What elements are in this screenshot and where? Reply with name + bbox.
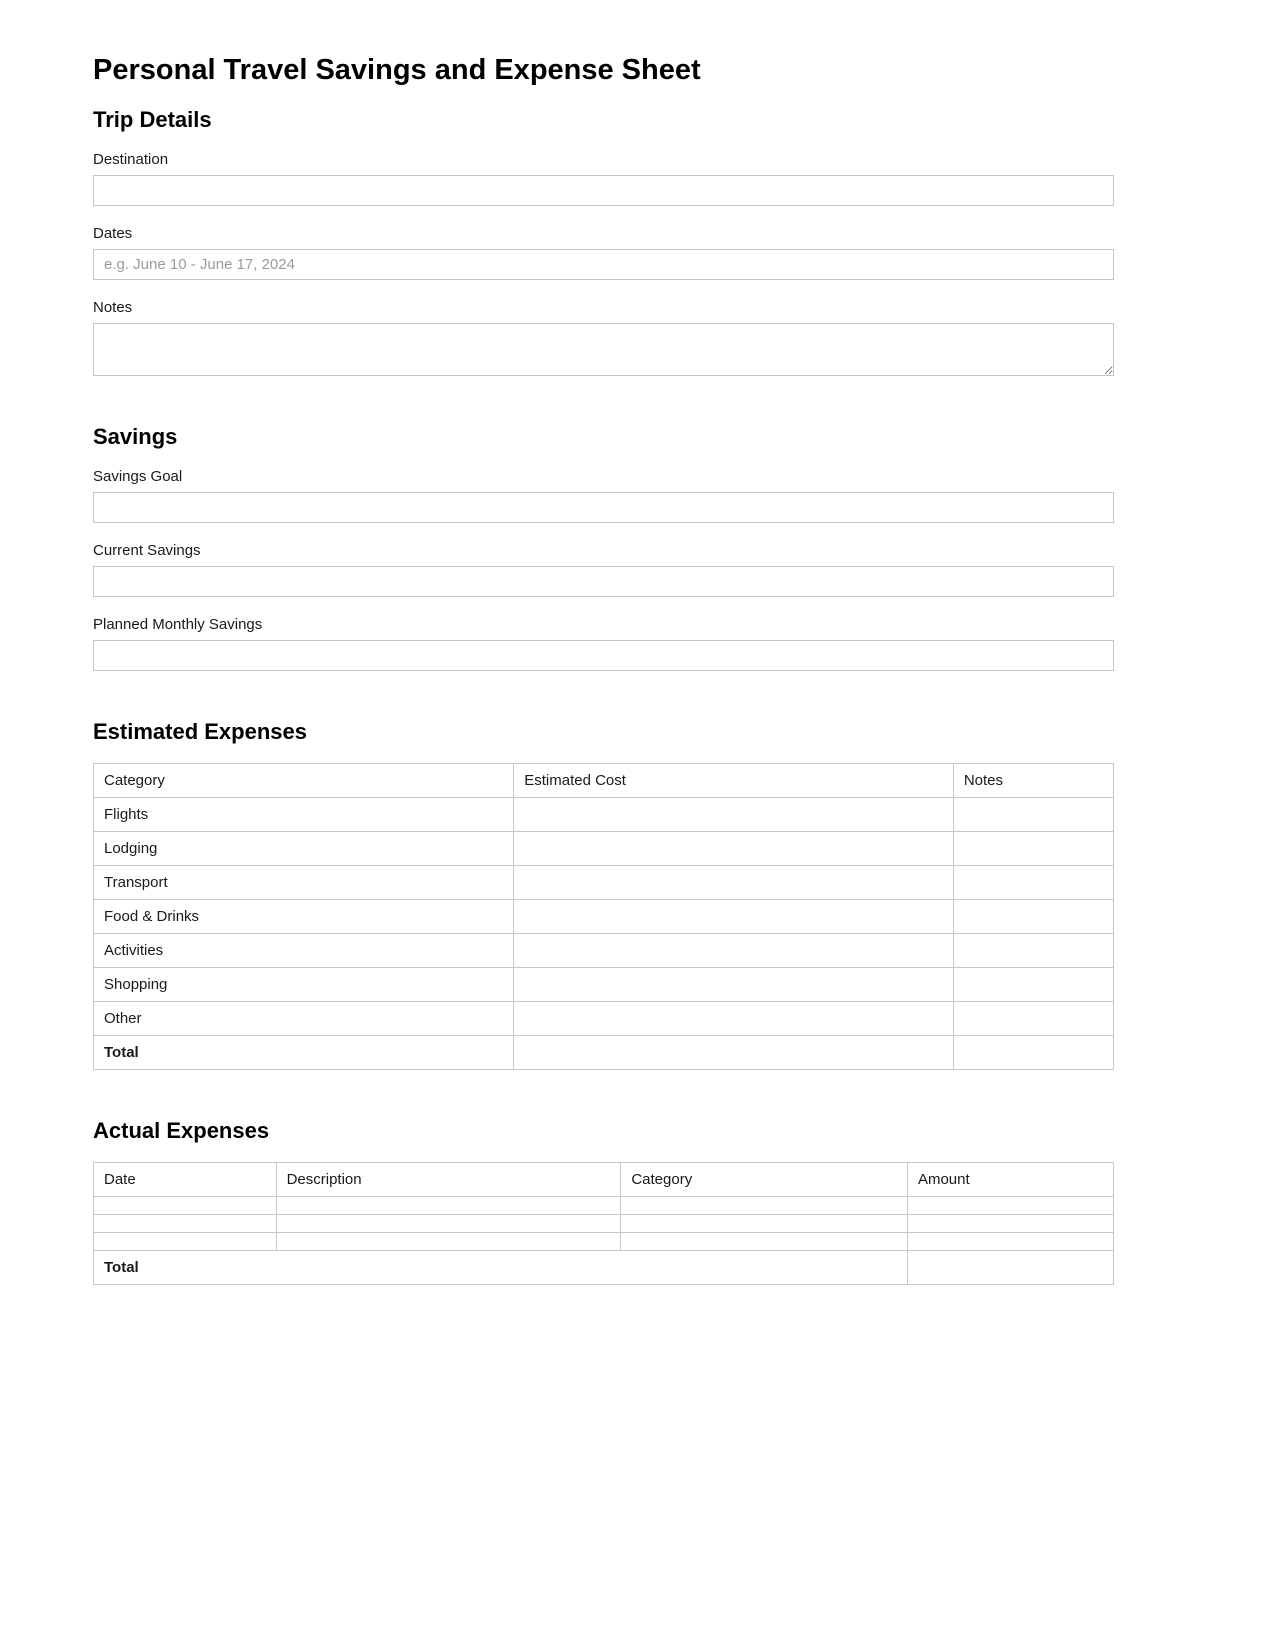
savings-goal-input[interactable]: [93, 492, 1114, 523]
actual-description-cell: [276, 1233, 621, 1251]
estimated-notes-cell: [953, 798, 1113, 832]
estimated-col-header-cost: Estimated Cost: [514, 764, 954, 798]
field-savings-goal: [93, 468, 1114, 523]
section-heading-estimated-expenses: Estimated Expenses: [93, 719, 307, 744]
estimated-cost-cell: [514, 798, 954, 832]
estimated-notes-cell: [953, 866, 1113, 900]
table-row: [94, 934, 1114, 968]
actual-amount-cell: [907, 1215, 1113, 1233]
actual-category-cell: [621, 1197, 908, 1215]
table-row: [94, 798, 1114, 832]
table-row: [94, 832, 1114, 866]
estimated-category-cell: Activities: [94, 934, 514, 968]
estimated-cost-cell: [514, 1002, 954, 1036]
dates-input[interactable]: [93, 249, 1114, 280]
estimated-total-row: [94, 1036, 1114, 1070]
estimated-notes-cell: [953, 900, 1113, 934]
actual-category-cell: [621, 1233, 908, 1251]
actual-col-header-category: Category: [621, 1163, 908, 1197]
actual-description-cell: [276, 1215, 621, 1233]
estimated-cost-cell: [514, 934, 954, 968]
estimated-category-cell: Food & Drinks: [94, 900, 514, 934]
actual-expenses-header-row: [94, 1163, 1114, 1197]
actual-col-header-date: Date: [94, 1163, 277, 1197]
estimated-col-header-notes: Notes: [953, 764, 1113, 798]
section-heading-actual-expenses: Actual Expenses: [93, 1118, 270, 1143]
field-destination: [93, 151, 1114, 206]
estimated-category-cell: Transport: [94, 866, 514, 900]
actual-category-cell: [621, 1215, 908, 1233]
field-planned-monthly-savings: [93, 616, 1114, 671]
table-row: [94, 1002, 1114, 1036]
planned-monthly-savings-input[interactable]: [93, 640, 1114, 671]
estimated-notes-cell: [953, 934, 1113, 968]
actual-date-cell: [94, 1197, 277, 1215]
estimated-category-cell: Lodging: [94, 832, 514, 866]
table-row: [94, 968, 1114, 1002]
actual-col-header-description: Description: [276, 1163, 621, 1197]
actual-description-cell: [276, 1197, 621, 1215]
notes-label: Notes: [93, 299, 133, 316]
planned-monthly-savings-label: Planned Monthly Savings: [93, 616, 263, 633]
current-savings-input[interactable]: [93, 566, 1114, 597]
estimated-expenses-table: [93, 763, 1114, 1070]
actual-total-row: [94, 1251, 1114, 1285]
estimated-notes-cell: [953, 832, 1113, 866]
estimated-notes-cell: [953, 1002, 1113, 1036]
destination-input[interactable]: [93, 175, 1114, 206]
actual-total-label: Total: [94, 1251, 908, 1285]
estimated-total-cost-cell: [514, 1036, 954, 1070]
actual-empty-row: [94, 1233, 1114, 1251]
field-notes: [93, 299, 1114, 376]
actual-amount-cell: [907, 1197, 1113, 1215]
field-current-savings: [93, 542, 1114, 597]
notes-textarea[interactable]: [93, 323, 1114, 376]
actual-amount-cell: [907, 1233, 1113, 1251]
section-heading-savings: Savings: [93, 424, 178, 449]
estimated-total-label: Total: [94, 1036, 514, 1070]
dates-label: Dates: [93, 225, 133, 242]
actual-expenses-table: [93, 1162, 1114, 1285]
savings-goal-label: Savings Goal: [93, 468, 183, 485]
estimated-category-cell: Shopping: [94, 968, 514, 1002]
destination-label: Destination: [93, 151, 169, 168]
actual-date-cell: [94, 1233, 277, 1251]
estimated-cost-cell: [514, 968, 954, 1002]
actual-date-cell: [94, 1215, 277, 1233]
estimated-total-notes-cell: [953, 1036, 1113, 1070]
actual-total-amount-cell: [907, 1251, 1113, 1285]
current-savings-label: Current Savings: [93, 542, 201, 559]
table-row: [94, 866, 1114, 900]
page-title: Personal Travel Savings and Expense Sheet: [93, 54, 701, 86]
estimated-notes-cell: [953, 968, 1113, 1002]
estimated-col-header-category: Category: [94, 764, 514, 798]
estimated-category-cell: Flights: [94, 798, 514, 832]
estimated-cost-cell: [514, 866, 954, 900]
estimated-category-cell: Other: [94, 1002, 514, 1036]
estimated-expenses-header-row: [94, 764, 1114, 798]
actual-empty-row: [94, 1197, 1114, 1215]
actual-empty-row: [94, 1215, 1114, 1233]
section-heading-trip-details: Trip Details: [93, 107, 212, 132]
table-row: [94, 900, 1114, 934]
actual-col-header-amount: Amount: [907, 1163, 1113, 1197]
field-dates: [93, 225, 1114, 280]
estimated-cost-cell: [514, 832, 954, 866]
estimated-cost-cell: [514, 900, 954, 934]
